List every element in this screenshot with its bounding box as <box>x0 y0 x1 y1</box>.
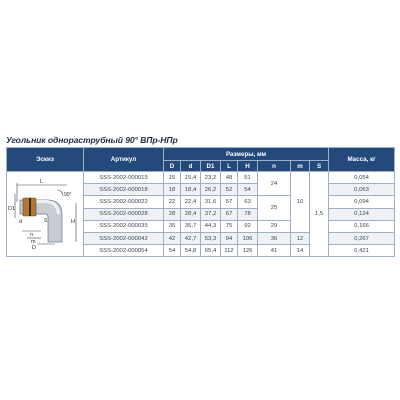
cell-D: 54 <box>164 245 181 257</box>
cell-article: SSS-2002-000028 <box>84 208 164 220</box>
sketch-label-L: L <box>40 179 44 185</box>
table-row <box>7 172 395 184</box>
sketch-label-d: d <box>19 219 23 225</box>
cell-S: 1,5 <box>310 172 329 257</box>
cell-d: 42,7 <box>181 232 201 244</box>
cell-D: 22 <box>164 196 181 208</box>
cell-H: 126 <box>238 245 258 257</box>
cell-H: 63 <box>238 196 258 208</box>
cell-H: 54 <box>238 184 258 196</box>
cell-d: 22,4 <box>181 196 201 208</box>
elbow-drawing <box>7 172 84 251</box>
cell-mass: 0,421 <box>329 245 395 257</box>
sketch-label-m: m <box>31 239 36 245</box>
cell-article: SSS-2002-000015 <box>84 172 164 184</box>
header-n: n <box>258 161 291 172</box>
cell-m: 12 <box>291 232 310 244</box>
sketch-label-H: H <box>71 219 75 225</box>
cell-mass: 0,063 <box>329 184 395 196</box>
cell-n: 29 <box>258 220 291 232</box>
cell-L: 94 <box>221 232 238 244</box>
header-sketch: Эскиз <box>7 148 84 172</box>
header-D1: D1 <box>201 161 221 172</box>
cell-article: SSS-2002-000035 <box>84 220 164 232</box>
header-dimensions: Размеры, мм <box>164 148 329 161</box>
cell-mass: 0,054 <box>329 172 395 184</box>
cell-D1: 53,3 <box>201 232 221 244</box>
cell-D1: 44,3 <box>201 220 221 232</box>
elbow-body <box>20 198 62 242</box>
cell-n: 24 <box>258 172 291 196</box>
header-H: H <box>238 161 258 172</box>
header-row-main <box>7 148 395 161</box>
cell-D: 15 <box>164 172 181 184</box>
cell-H: 51 <box>238 172 258 184</box>
cell-m: 10 <box>291 172 310 233</box>
socket-groove <box>29 198 31 216</box>
header-L: L <box>221 161 238 172</box>
header-m: m <box>291 161 310 172</box>
cell-L: 52 <box>221 184 238 196</box>
cell-n: 36 <box>258 232 291 244</box>
cell-L: 48 <box>221 172 238 184</box>
cell-mass: 0,094 <box>329 196 395 208</box>
angle-arc <box>57 190 63 196</box>
cell-article: SSS-2002-000018 <box>84 184 164 196</box>
cell-d: 54,8 <box>181 245 201 257</box>
cell-article: SSS-2002-000022 <box>84 196 164 208</box>
cell-H: 92 <box>238 220 258 232</box>
cell-mass: 0,124 <box>329 208 395 220</box>
cell-n: 25 <box>258 196 291 220</box>
header-article: Артикул <box>84 148 164 172</box>
cell-d: 15,4 <box>181 172 201 184</box>
cell-D1: 26,2 <box>201 184 221 196</box>
cell-L: 57 <box>221 196 238 208</box>
sketch-label-D: D <box>32 245 36 251</box>
cell-mass: 0,267 <box>329 232 395 244</box>
cell-L: 67 <box>221 208 238 220</box>
cell-D1: 65,4 <box>201 245 221 257</box>
cell-d: 28,4 <box>181 208 201 220</box>
cell-D: 35 <box>164 220 181 232</box>
sketch-label-S: S <box>44 218 48 224</box>
cell-D: 18 <box>164 184 181 196</box>
cell-mass: 0,166 <box>329 220 395 232</box>
cell-H: 106 <box>238 232 258 244</box>
cell-L: 75 <box>221 220 238 232</box>
header-S: S <box>310 161 329 172</box>
header-D: D <box>164 161 181 172</box>
sketch-label-angle: 90° <box>64 192 72 198</box>
sketch-label-D1: D1 <box>8 206 16 212</box>
cell-D1: 31,6 <box>201 196 221 208</box>
cell-L: 112 <box>221 245 238 257</box>
cell-D1: 23,2 <box>201 172 221 184</box>
sketch-label-n: n <box>30 232 34 238</box>
header-d: d <box>181 161 201 172</box>
cell-article: SSS-2002-000042 <box>84 232 164 244</box>
cell-H: 78 <box>238 208 258 220</box>
page-title: Угольник однораструбный 90° ВПр-НПр <box>6 135 178 145</box>
cell-n: 41 <box>258 245 291 257</box>
elbow-sketch <box>7 172 84 257</box>
cell-d: 18,4 <box>181 184 201 196</box>
cell-article: SSS-2002-000054 <box>84 245 164 257</box>
header-mass: Масса, кг <box>329 148 395 172</box>
cell-m: 14 <box>291 245 310 257</box>
cell-D: 42 <box>164 232 181 244</box>
spec-table <box>6 147 395 257</box>
cell-D: 28 <box>164 208 181 220</box>
cell-d: 35,7 <box>181 220 201 232</box>
cell-D1: 37,2 <box>201 208 221 220</box>
